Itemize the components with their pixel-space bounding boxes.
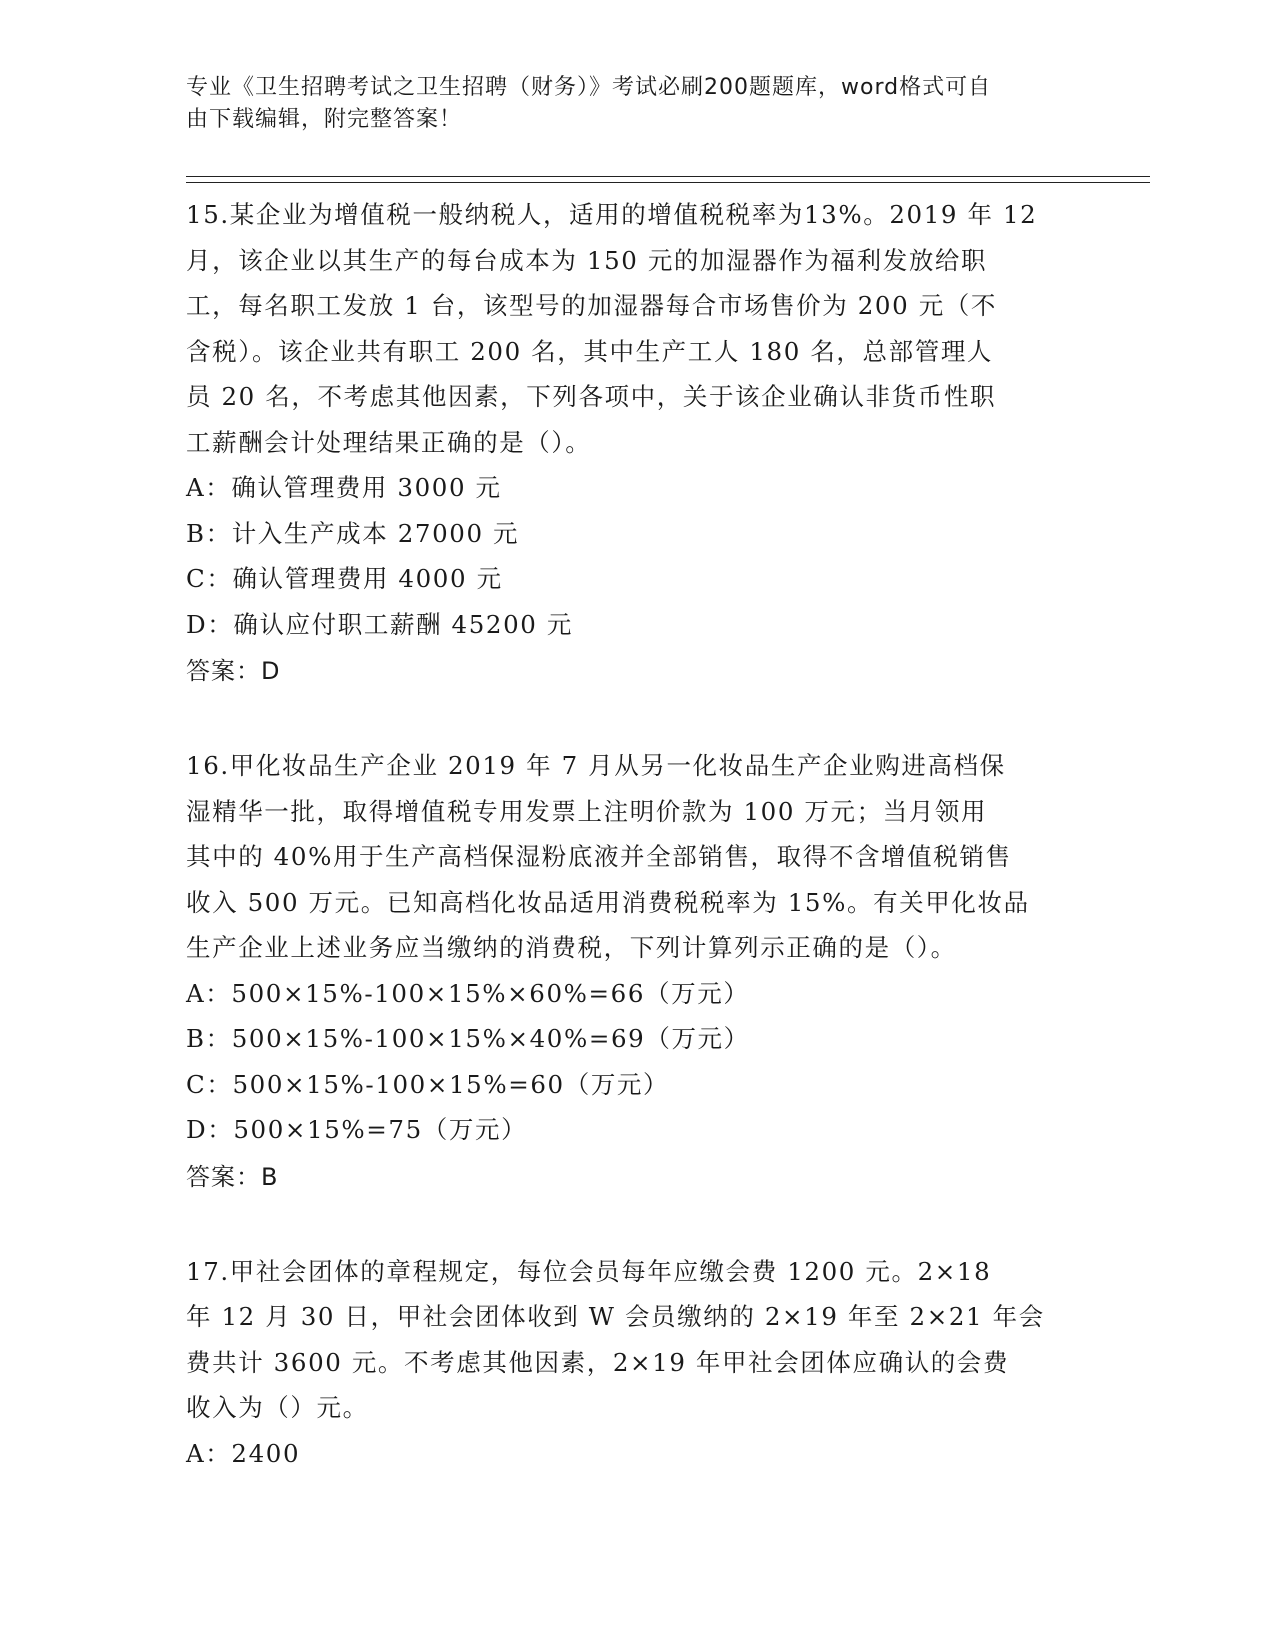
- stem-line: 含税）。该企业共有职工 200 名，其中生产工人 180 名，总部管理人: [186, 336, 994, 366]
- question-16: [186, 743, 1086, 1201]
- question-15-stem: [186, 192, 1086, 465]
- header-line-2: 由下载编辑，附完整答案！: [186, 107, 463, 132]
- stem-line: 月，该企业以其生产的每台成本为 150 元的加湿器作为福利发放给职: [186, 245, 988, 275]
- stem-line: 年 12 月 30 日，甲社会团体收到 W 会员缴纳的 2×19 年至 2×21 年会: [186, 1302, 1045, 1331]
- stem-line: 收入为（）元。: [186, 1393, 369, 1422]
- option-b: B：计入生产成本 27000 元: [186, 518, 520, 548]
- questions-content: [186, 192, 1086, 1476]
- header-rule-bottom: [186, 182, 1150, 183]
- option-d: D：500×15%=75（万元）: [186, 1115, 528, 1144]
- question-16-stem: [186, 743, 1086, 971]
- option-b: B：500×15%-100×15%×40%=69（万元）: [186, 1024, 750, 1053]
- question-gap: [186, 1201, 1086, 1249]
- header-line-1: 专业《卫生招聘考试之卫生招聘（财务）》考试必刷200题题库，word格式可自: [186, 75, 992, 100]
- option-c: C：确认管理费用 4000 元: [186, 564, 503, 593]
- answer: 答案：B: [186, 1162, 279, 1191]
- option-c: C：500×15%-100×15%=60（万元）: [186, 1069, 670, 1099]
- stem-line: 收入 500 万元。已知高档化妆品适用消费税税率为 15%。有关甲化妆品: [186, 887, 1030, 917]
- option-a: A：确认管理费用 3000 元: [186, 473, 502, 502]
- stem-line: 其中的 40%用于生产高档保湿粉底液并全部销售，取得不含增值税销售: [186, 842, 1012, 871]
- stem-line: 费共计 3600 元。不考虑其他因素，2×19 年甲社会团体应确认的会费: [186, 1347, 1010, 1377]
- header-rule-top: [186, 176, 1150, 177]
- question-15: [186, 192, 1086, 695]
- option-d: D：确认应付职工薪酬 45200 元: [186, 609, 573, 639]
- stem-line: 16.甲化妆品生产企业 2019 年 7 月从另一化妆品生产企业购进高档保: [186, 751, 1006, 780]
- stem-line: 工，每名职工发放 1 台，该型号的加湿器每合市场售价为 200 元（不: [186, 291, 997, 320]
- stem-line: 15.某企业为增值税一般纳税人，适用的增值税税率为13%。2019 年 12: [186, 200, 1038, 229]
- question-17-stem: [186, 1249, 1086, 1431]
- question-gap: [186, 695, 1086, 743]
- stem-line: 生产企业上述业务应当缴纳的消费税，下列计算列示正确的是（）。: [186, 933, 957, 962]
- option-a: A：2400: [186, 1438, 301, 1468]
- stem-line: 工薪酬会计处理结果正确的是（）。: [186, 427, 592, 457]
- stem-line: 湿精华一批，取得增值税专用发票上注明价款为 100 万元；当月领用: [186, 796, 988, 826]
- header-note: [186, 72, 1066, 136]
- question-17: [186, 1249, 1086, 1477]
- option-a: A：500×15%-100×15%×60%=66（万元）: [186, 978, 750, 1008]
- answer: 答案：D: [186, 657, 281, 685]
- stem-line: 员 20 名，不考虑其他因素，下列各项中，关于该企业确认非货币性职: [186, 382, 997, 411]
- stem-line: 17.甲社会团体的章程规定，每位会员每年应缴会费 1200 元。2×18: [186, 1256, 992, 1286]
